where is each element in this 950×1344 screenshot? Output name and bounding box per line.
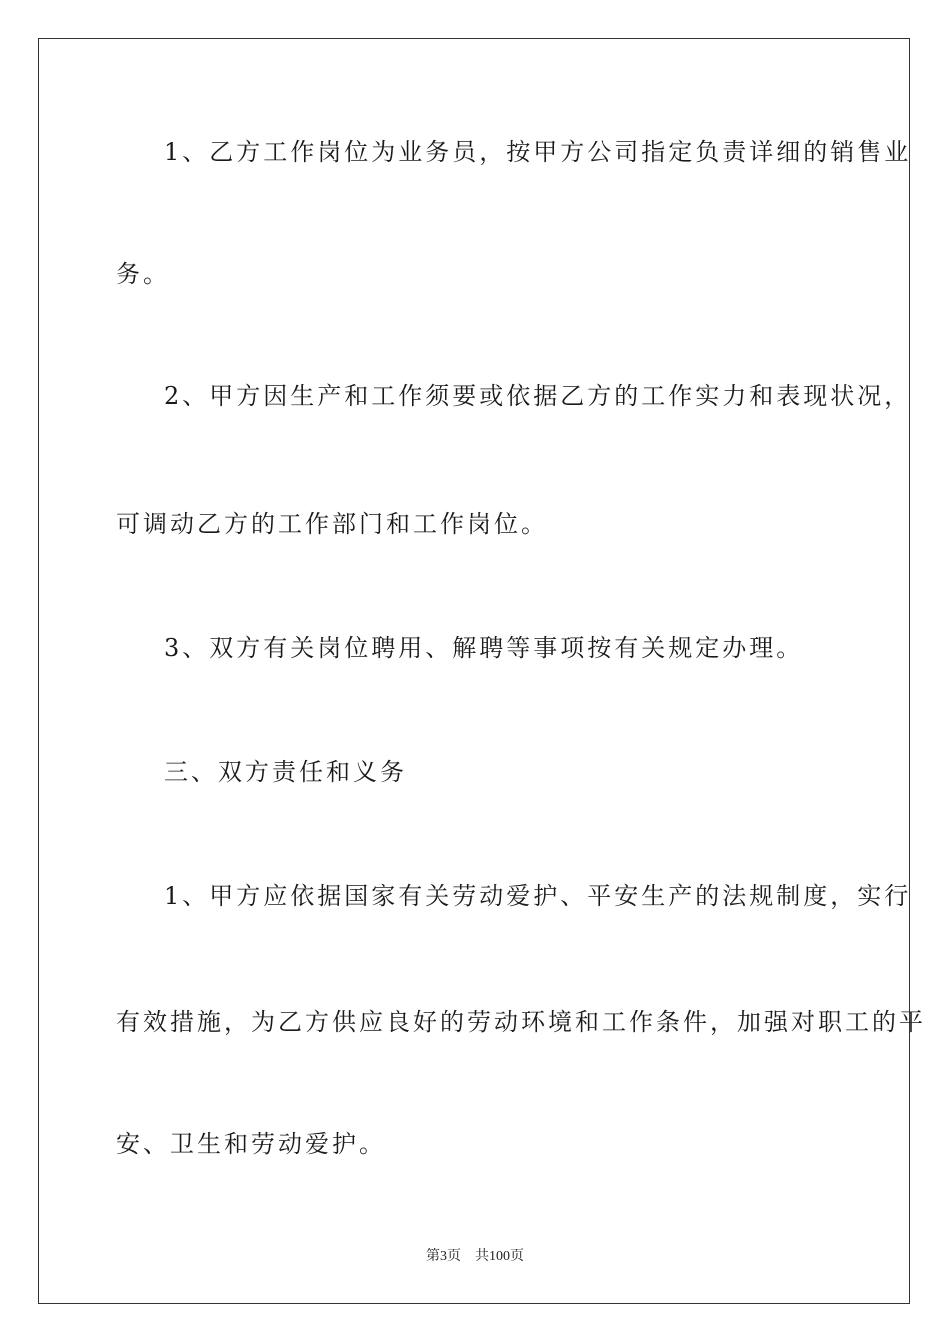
- paragraph-line: 1、甲方应依据国家有关劳动爱护、平安生产的法规制度，实行: [164, 882, 912, 910]
- paragraph-line: 可调动乙方的工作部门和工作岗位。: [116, 510, 548, 538]
- paragraph-line: 安、卫生和劳动爱护。: [116, 1130, 386, 1158]
- paragraph-line: 务。: [116, 260, 170, 288]
- page-number: 第3页: [426, 1249, 461, 1264]
- page-footer: [0, 1248, 950, 1266]
- paragraph-line: 1、乙方工作岗位为业务员，按甲方公司指定负责详细的销售业: [164, 138, 912, 166]
- paragraph-line: 3、双方有关岗位聘用、解聘等事项按有关规定办理。: [164, 634, 804, 662]
- section-heading: 三、双方责任和义务: [164, 758, 407, 786]
- paragraph-line: 有效措施，为乙方供应良好的劳动环境和工作条件，加强对职工的平: [116, 1008, 926, 1036]
- page-border: [38, 38, 910, 1304]
- page-total: 共100页: [475, 1249, 524, 1264]
- paragraph-line: 2、甲方因生产和工作须要或依据乙方的工作实力和表现状况，: [164, 382, 912, 410]
